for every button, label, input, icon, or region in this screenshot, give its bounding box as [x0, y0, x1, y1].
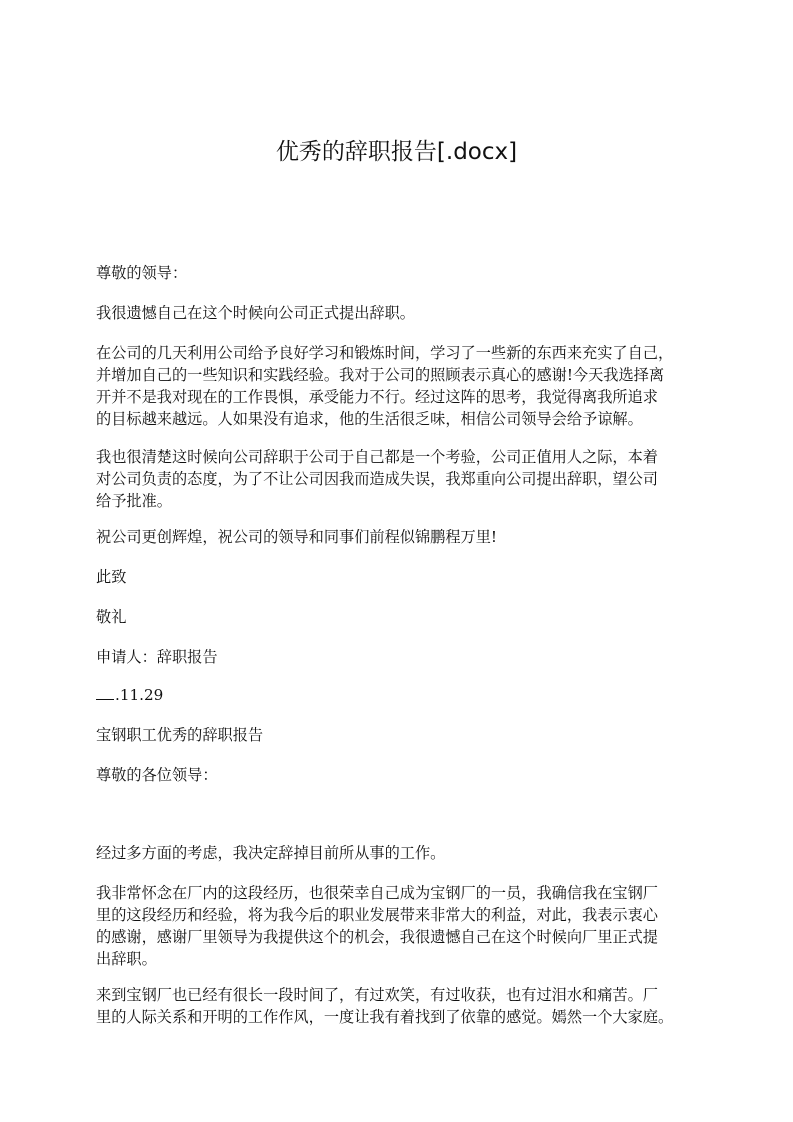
- paragraph-6-line: 出辞职。: [96, 950, 157, 968]
- paragraph-6-line: 里的这段经历和经验，将为我今后的职业发展带来非常大的利益，对此，我表示衷心: [96, 906, 658, 924]
- closing-line-2: 敬礼: [96, 608, 127, 626]
- paragraph-1: 我很遗憾自己在这个时候向公司正式提出辞职。: [96, 304, 415, 322]
- paragraph-6-line: 我非常怀念在厂内的这段经历，也很荣幸自己成为宝钢厂的一员，我确信我在宝钢厂: [96, 884, 658, 902]
- paragraph-2-line: 在公司的几天利用公司给予良好学习和锻炼时间，学习了一些新的东西来充实了自己，: [96, 344, 674, 362]
- document-title: 优秀的辞职报告[.docx]: [275, 139, 518, 165]
- second-letter-heading: 宝钢职工优秀的辞职报告: [96, 726, 264, 744]
- greeting-2: 尊敬的各位领导：: [96, 766, 218, 784]
- paragraph-5: 经过多方面的考虑，我决定辞掉目前所从事的工作。: [96, 844, 446, 862]
- closing-line-1: 此致: [96, 568, 127, 586]
- paragraph-6: [96, 882, 704, 970]
- paragraph-2-line: 开并不是我对现在的工作畏惧，承受能力不行。经过这阵的思考，我觉得离我所追求: [96, 388, 658, 406]
- paragraph-2-line: 并增加自己的一些知识和实践经验。我对于公司的照顾表示真心的感谢!今天我选择离: [96, 366, 665, 384]
- date-blank-underline: [96, 685, 114, 700]
- paragraph-7-line: 里的人际关系和开明的工作作风，一度让我有着找到了依靠的感觉。嫣然一个大家庭。: [96, 1008, 674, 1026]
- paragraph-3-line: 我也很清楚这时候向公司辞职于公司于自己都是一个考验，公司正值用人之际，本着: [96, 448, 658, 466]
- paragraph-6-line: 的感谢，感谢厂里领导为我提供这个的机会，我很遗憾自己在这个时候向厂里正式提: [96, 928, 658, 946]
- paragraph-3: [96, 446, 704, 512]
- date-text: .11.29: [115, 686, 164, 704]
- paragraph-7-line: 来到宝钢厂也已经有很长一段时间了，有过欢笑，有过收获，也有过泪水和痛苦。厂: [96, 986, 658, 1004]
- greeting: 尊敬的领导：: [96, 264, 188, 282]
- applicant-line: 申请人：辞职报告: [96, 648, 218, 666]
- paragraph-2: [96, 342, 704, 430]
- paragraph-7: [96, 984, 704, 1028]
- paragraph-3-line: 给予批准。: [96, 492, 172, 510]
- paragraph-2-line: 的目标越来越远。人如果没有追求，他的生活很乏味，相信公司领导会给予谅解。: [96, 410, 643, 428]
- paragraph-4: 祝公司更创辉煌，祝公司的领导和同事们前程似锦鹏程万里!: [96, 528, 497, 546]
- paragraph-3-line: 对公司负责的态度，为了不让公司因我而造成失误，我郑重向公司提出辞职，望公司: [96, 470, 658, 488]
- date-line: [96, 684, 704, 706]
